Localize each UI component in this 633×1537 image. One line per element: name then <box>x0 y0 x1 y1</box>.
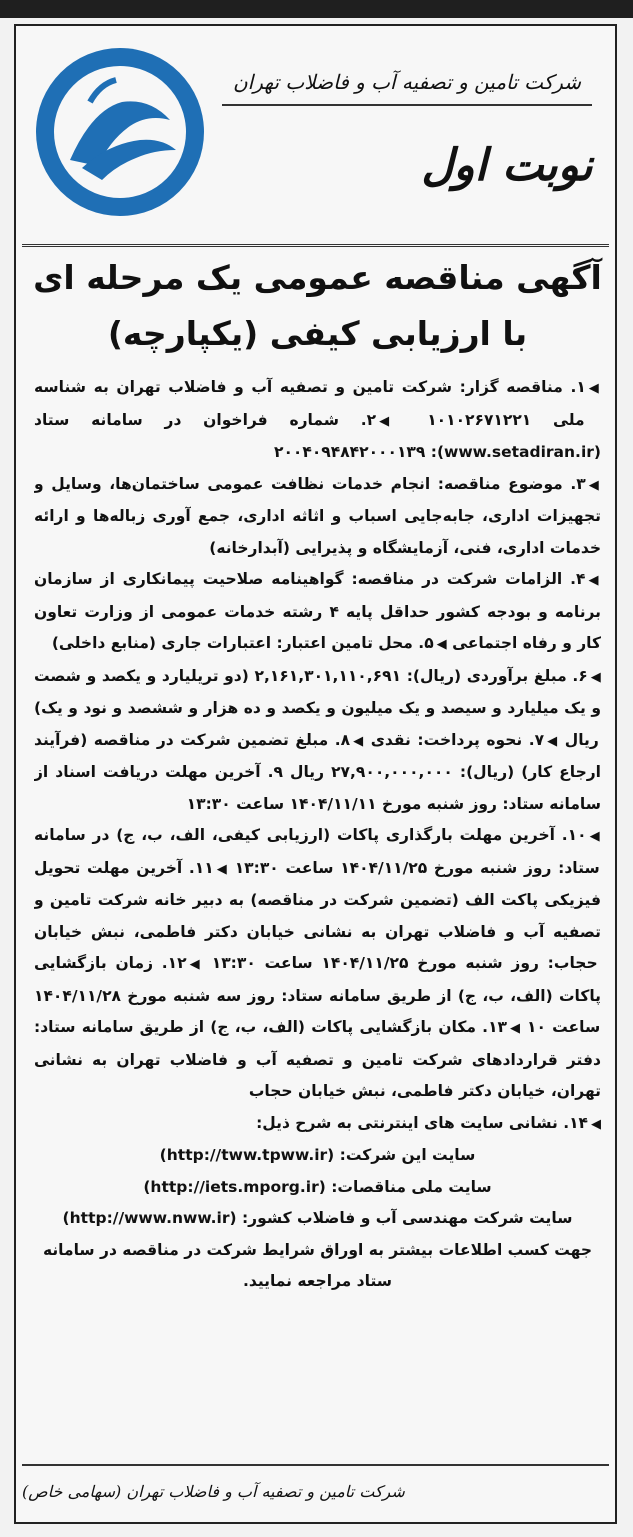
site-link[interactable]: http://www.nww.ir <box>69 1209 230 1227</box>
site-line: سایت ملی مناقصات: (http://iets.mporg.ir) <box>143 1177 492 1196</box>
closing-note: جهت کسب اطلاعات بیشتر به اوراق شرایط شرکت در مناقصه در سامانه ستاد مراجعه نمایید. <box>42 1240 593 1290</box>
header <box>22 32 609 247</box>
arrow-icon: ◀ <box>589 829 601 844</box>
arrow-icon: ◀ <box>588 477 601 493</box>
arrow-icon: ◀ <box>591 1116 601 1132</box>
site-link[interactable]: http://iets.mporg.ir <box>150 1177 319 1196</box>
tender-item: ◀۳. موضوع مناقصه: انجام خدمات نظافت عمومی ساختمان‌ها، وسایل و تجهیزات اداری، جابه‌جایی اسباب و اثاثه اداری، جمع آوری زباله‌ها و ارائه خدمات اداری، فنی، آزمایشگاه و پذیرایی (آبدارخانه) <box>34 474 601 557</box>
tender-item: ◀۶. مبلغ برآوردی (ریال): ۲,۱۶۱,۳۰۱,۱۱۰,۶۹۱ (دو تریلیارد و یکصد و شصت و یک میلیارد و سیصد و یک میلیون و یکصد و ده هزار و ششصد و نود و یک) ریال ◀۷. نحوه پرداخت: نقدی ◀۸. مبلغ تضمین شرکت در مناقصه (فرآیند ارجاع کار) (ریال): ۲۷,۹۰۰,۰۰۰,۰۰۰ ریال ۹. آخرین مهلت دریافت اسناد از سامانه ستاد: روز شنبه مورخ ۱۴۰۴/۱۱/۱۱ ساعت ۱۳:۳۰ <box>34 666 601 813</box>
arrow-icon: ◀ <box>590 669 601 685</box>
turn-label: نوبت اول <box>421 139 593 191</box>
arrow-icon: ◀ <box>189 957 203 972</box>
arrow-icon: ◀ <box>509 1021 521 1036</box>
water-company-logo-icon <box>30 40 210 220</box>
site-line: سایت شرکت مهندسی آب و فاضلاب کشور: (http://www.nww.ir) <box>62 1209 573 1227</box>
arrow-icon: ◀ <box>379 413 406 429</box>
tender-item: ◀۱۴. نشانی سایت های اینترنتی به شرح ذیل: <box>256 1113 601 1132</box>
arrow-icon: ◀ <box>588 381 601 396</box>
footer-signature: شرکت تامین و تصفیه آب و فاضلاب تهران (سهامی خاص) <box>22 1464 609 1516</box>
top-strip <box>0 0 633 18</box>
tender-item: ◀۱۰. آخرین مهلت بارگذاری پاکات (ارزیابی کیفی، الف، ب، ج) در سامانه ستاد: روز شنبه مورخ ۱۴۰۴/۱۱/۲۵ ساعت ۱۳:۳۰ ◀۱۱. آخرین مهلت تحویل فیزیکی پاکت الف (تضمین شرکت در مناقصه) به دبیر خانه شرکت تامین و تصفیه آب و فاضلاب تهران به نشانی خیابان دکتر فاطمی، نبش خیابان حجاب: روز شنبه مورخ ۱۴۰۴/۱۱/۲۵ ساعت ۱۳:۳۰ ◀۱۲. زمان بازگشایی پاکات (الف، ب، ج) از طریق سامانه ستاد: روز سه شنبه مورخ ۱۴۰۴/۱۱/۲۸ ساعت ۱۰ ◀۱۳. مکان بازگشایی پاکات (الف، ب، ج) از طریق سامانه ستاد: دفتر قراردادهای شرکت تامین و تصفیه آب و فاضلاب تهران به نشانی تهران، خیابان دکتر فاطمی، نبش خیابان حجاب <box>34 826 601 1100</box>
site-link[interactable]: http://tww.tpww.ir <box>166 1146 328 1164</box>
tender-details <box>34 372 601 1442</box>
arrow-icon: ◀ <box>216 861 228 877</box>
advertisement-frame <box>14 24 617 1524</box>
ad-title-line-1: آگهی مناقصه عمومی یک مرحله ای <box>33 258 602 297</box>
arrow-icon: ◀ <box>547 733 559 749</box>
ad-title-line-2: با ارزیابی کیفی (یکپارچه) <box>107 314 528 353</box>
company-name-banner: شرکت تامین و تصفیه آب و فاضلاب تهران <box>222 60 592 106</box>
tender-item: ◀۴. الزامات شرکت در مناقصه: گواهینامه صلاحیت پیمانکاری از سازمان برنامه و بودجه کشور حداقل پایه ۴ رشته خدمات عمومی از وزارت تعاون کار و رفاه اجتماعی ◀۵. محل تامین اعتبار: اعتبارات جاری (منابع داخلی) <box>34 570 601 652</box>
arrow-icon: ◀ <box>588 573 601 588</box>
site-line: سایت این شرکت: (http://tww.tpww.ir) <box>159 1146 476 1164</box>
arrow-icon: ◀ <box>436 637 447 652</box>
tender-item: ◀۱. مناقصه گزار: شرکت تامین و تصفیه آب و فاضلاب تهران به شناسه ملی ۱۰۱۰۲۶۷۱۲۲۱ ◀۲. شماره فراخوان در سامانه ستاد (www.setadiran.ir): ۲۰۰۴۰۹۴۸۴۲۰۰۰۱۳۹ <box>34 378 601 461</box>
arrow-icon: ◀ <box>353 733 365 749</box>
